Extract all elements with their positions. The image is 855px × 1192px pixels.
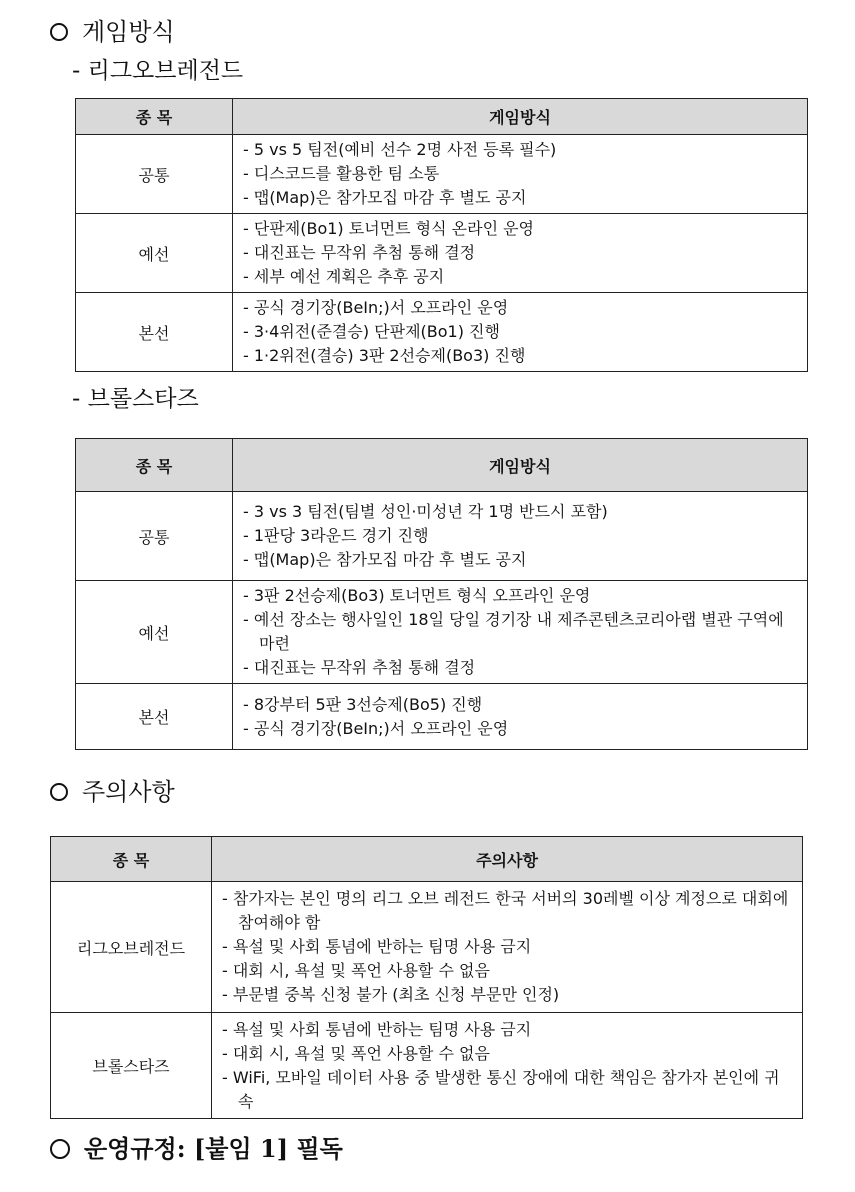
list-item: - 대진표는 무작위 추첨 통해 결정 xyxy=(243,243,476,262)
list-item: - 3판 2선승제(Bo3) 토너먼트 형식 오프라인 운영 xyxy=(243,586,591,605)
circle-bullet-icon xyxy=(50,783,68,801)
list-item: - 예선 장소는 행사일인 18일 당일 경기장 내 제주콘텐츠코리아랩 별관 구역에 마련 xyxy=(243,610,784,653)
row-category: 본선 xyxy=(76,684,233,750)
row-category: 본선 xyxy=(76,293,233,372)
row-description xyxy=(233,135,808,214)
row-description xyxy=(233,214,808,293)
list-item: - 3 vs 3 팀전(팀별 성인·미성년 각 1명 반드시 포함) xyxy=(243,502,608,521)
header-method: 게임방식 xyxy=(233,99,808,135)
list-item: - 디스코드를 활용한 팀 소통 xyxy=(243,164,440,183)
header-category: 종 목 xyxy=(76,439,233,492)
row-category: 브롤스타즈 xyxy=(51,1013,212,1119)
section-title: 주의사항 xyxy=(82,778,175,806)
list-item: - 맵(Map)은 참가모집 마감 후 별도 공지 xyxy=(243,188,527,207)
list-item: - 8강부터 5판 3선승제(Bo5) 진행 xyxy=(243,694,483,714)
list-item: - 1판당 3라운드 경기 진행 xyxy=(243,526,429,545)
list-item: - 대회 시, 욕설 및 폭언 사용할 수 없음 xyxy=(222,961,490,980)
row-description xyxy=(212,882,803,1013)
list-item: - 세부 예선 계획은 추후 공지 xyxy=(243,267,445,286)
list-item: - 1·2위전(결승) 3판 2선승제(Bo3) 진행 xyxy=(243,346,526,365)
section-heading-game-method xyxy=(50,17,175,47)
row-description xyxy=(233,293,808,372)
section-heading-caution xyxy=(50,777,175,807)
header-category: 종 목 xyxy=(51,837,212,882)
list-item: - 단판제(Bo1) 토너먼트 형식 온라인 운영 xyxy=(243,219,535,238)
section-title: 게임방식 xyxy=(82,18,175,46)
list-item: - 욕설 및 사회 통념에 반하는 팀명 사용 금지 xyxy=(222,937,532,956)
circle-bullet-icon xyxy=(50,1139,70,1159)
row-category: 예선 xyxy=(76,581,233,684)
row-category: 공통 xyxy=(76,492,233,581)
subsection-title-lol: - 리그오브레전드 xyxy=(72,58,244,84)
row-description xyxy=(233,581,808,684)
list-item: - 3·4위전(준결승) 단판제(Bo1) 진행 xyxy=(243,322,500,341)
lol-game-table xyxy=(75,98,808,372)
list-item: - 욕설 및 사회 통념에 반하는 팀명 사용 금지 xyxy=(222,1019,532,1039)
caution-table xyxy=(50,836,803,1119)
row-category: 리그오브레전드 xyxy=(51,882,212,1013)
list-item: - 공식 경기장(BeIn;)서 오프라인 운영 xyxy=(243,298,509,317)
circle-bullet-icon xyxy=(50,23,68,41)
list-item: - WiFi, 모바일 데이터 사용 중 발생한 통신 장애에 대한 책임은 참가자 본인에 귀속 xyxy=(222,1067,780,1111)
row-description xyxy=(233,492,808,581)
section-heading-rules xyxy=(50,1134,343,1164)
row-category: 공통 xyxy=(76,135,233,214)
header-method: 게임방식 xyxy=(233,439,808,492)
list-item: - 맵(Map)은 참가모집 마감 후 별도 공지 xyxy=(243,550,527,569)
list-item: - 부문별 중복 신청 불가 (최초 신청 부문만 인정) xyxy=(222,985,560,1004)
subsection-title-brawlstars: - 브롤스타즈 xyxy=(72,386,199,412)
list-item: - 참가자는 본인 명의 리그 오브 레전드 한국 서버의 30레벨 이상 계정으로 대회에 참여해야 함 xyxy=(222,889,789,932)
header-category: 종 목 xyxy=(76,99,233,135)
list-item: - 5 vs 5 팀전(예비 선수 2명 사전 등록 필수) xyxy=(243,140,557,159)
row-description xyxy=(233,684,808,750)
header-caution: 주의사항 xyxy=(212,837,803,882)
list-item: - 공식 경기장(BeIn;)서 오프라인 운영 xyxy=(243,718,509,738)
brawlstars-game-table xyxy=(75,438,808,750)
list-item: - 대진표는 무작위 추첨 통해 결정 xyxy=(243,658,476,677)
section-title: 운영규정: [붙임 1] 필독 xyxy=(84,1134,343,1163)
row-category: 예선 xyxy=(76,214,233,293)
row-description xyxy=(212,1013,803,1119)
list-item: - 대회 시, 욕설 및 폭언 사용할 수 없음 xyxy=(222,1043,490,1063)
